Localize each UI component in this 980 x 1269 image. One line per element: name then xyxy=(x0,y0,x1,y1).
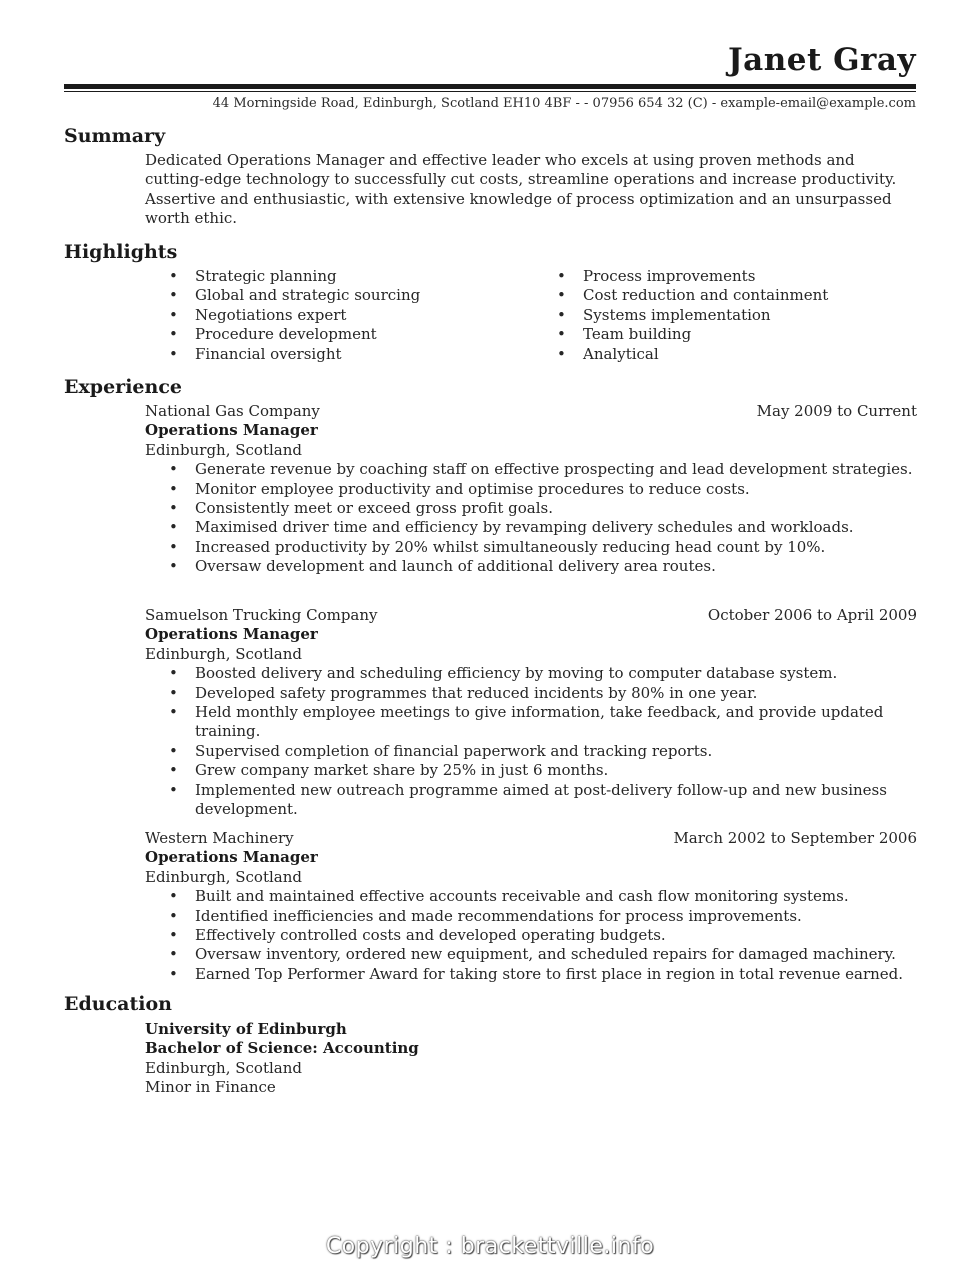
minor: Minor in Finance xyxy=(145,1078,276,1097)
header-rule-thin xyxy=(64,91,916,92)
school-name: University of Edinburgh xyxy=(145,1020,347,1038)
bullet-icon: • xyxy=(169,557,178,576)
education-section xyxy=(145,1020,917,1098)
highlight-item: • Financial oversight xyxy=(169,344,342,363)
highlights-heading: Highlights xyxy=(64,241,178,263)
job-bullet: • Increased productivity by 20% whilst simultaneously reducing head count by 10%. xyxy=(169,537,826,556)
bullet-icon: • xyxy=(169,683,178,702)
job-bullet: • Grew company market share by 25% in just 6 months. xyxy=(169,761,609,780)
summary-text: Dedicated Operations Manager and effective leader who excels at using proven methods and cutting-edge technology to successfully cut costs, streamline operations and increase productivity. Assertive and enthusiastic, with extensive knowledge of process optimization and an unsurpassed worth ethic. xyxy=(145,151,897,228)
bullet-icon: • xyxy=(169,945,178,964)
job-bullet: • Monitor employee productivity and optimise procedures to reduce costs. xyxy=(169,479,750,498)
bullet-icon: • xyxy=(169,761,178,780)
job-bullets xyxy=(145,460,917,576)
job-bullets xyxy=(145,887,917,984)
bullet-icon: • xyxy=(169,703,178,722)
bullet-icon: • xyxy=(169,537,178,556)
bullet-icon: • xyxy=(169,887,178,906)
bullet-icon: • xyxy=(557,267,566,285)
highlights-left-list xyxy=(145,267,420,364)
degree-line: Bachelor of Science: Accounting xyxy=(145,1039,419,1058)
bullet-icon: • xyxy=(169,499,178,518)
job-entry xyxy=(145,402,917,577)
degree: Bachelor of Science xyxy=(145,1039,313,1058)
job-bullet: • Developed safety programmes that reduced incidents by 80% in one year. xyxy=(169,683,758,702)
bullet-icon: • xyxy=(169,906,178,925)
job-company: Western Machinery xyxy=(145,829,294,847)
highlights-right-list xyxy=(533,267,828,364)
job-bullet: • Effectively controlled costs and developed operating budgets. xyxy=(169,926,666,945)
candidate-name: Janet Gray xyxy=(727,42,916,78)
bullet-icon: • xyxy=(169,479,178,498)
job-bullet: • Oversaw development and launch of additional delivery area routes. xyxy=(169,557,716,576)
major: Accounting xyxy=(323,1039,419,1058)
job-location: Edinburgh, Scotland xyxy=(145,644,302,663)
job-header xyxy=(145,829,917,848)
bullet-icon: • xyxy=(169,305,178,324)
job-bullet: • Oversaw inventory, ordered new equipment, and scheduled repairs for damaged machinery. xyxy=(169,945,896,964)
highlight-item: • Team building xyxy=(557,325,692,344)
job-entry xyxy=(145,606,917,819)
highlight-item: • Global and strategic sourcing xyxy=(169,286,421,305)
highlight-item: • Systems implementation xyxy=(557,305,771,324)
education-heading: Education xyxy=(64,993,172,1015)
job-bullet: • Held monthly employee meetings to give information, take feedback, and provide updated training. xyxy=(169,703,884,741)
job-company: Samuelson Trucking Company xyxy=(145,606,378,624)
job-bullet: • Generate revenue by coaching staff on effective prospecting and lead development strategies. xyxy=(169,460,913,479)
bullet-icon: • xyxy=(169,664,178,683)
job-bullet: • Identified inefficiencies and made recommendations for process improvements. xyxy=(169,906,802,925)
bullet-icon: • xyxy=(169,460,178,479)
job-location: Edinburgh, Scotland xyxy=(145,440,302,459)
job-bullet: • Consistently meet or exceed gross profit goals. xyxy=(169,499,554,518)
job-header xyxy=(145,402,917,421)
job-bullet: • Boosted delivery and scheduling efficiency by moving to computer database system. xyxy=(169,664,838,683)
watermark: Copyright : brackettville.info xyxy=(325,1234,655,1259)
bullet-icon: • xyxy=(169,267,178,285)
summary-heading: Summary xyxy=(64,125,166,147)
experience-heading: Experience xyxy=(64,376,182,398)
bullet-icon: • xyxy=(169,518,178,537)
job-dates: May 2009 to Current xyxy=(756,402,917,420)
job-dates: October 2006 to April 2009 xyxy=(707,606,917,624)
bullet-icon: • xyxy=(169,964,178,983)
highlight-item: • Process improvements xyxy=(557,267,756,285)
job-bullet: • Built and maintained effective accounts receivable and cash flow monitoring systems. xyxy=(169,887,849,906)
bullet-icon: • xyxy=(169,926,178,945)
highlight-item: • Negotiations expert xyxy=(169,305,347,324)
header-rule-thick xyxy=(64,84,916,89)
job-bullet: • Supervised completion of financial paperwork and tracking reports. xyxy=(169,741,713,760)
job-bullets xyxy=(145,664,917,819)
highlight-item: • Cost reduction and containment xyxy=(557,286,829,305)
bullet-icon: • xyxy=(557,286,566,305)
bullet-icon: • xyxy=(169,286,178,305)
job-company: National Gas Company xyxy=(145,402,320,420)
education-location: Edinburgh, Scotland xyxy=(145,1058,302,1077)
highlight-item: • Strategic planning xyxy=(169,267,337,285)
bullet-icon: • xyxy=(169,325,178,344)
job-bullet: • Earned Top Performer Award for taking store to first place in region in total revenue earned. xyxy=(169,964,904,983)
job-title: Operations Manager xyxy=(145,848,318,867)
job-dates: March 2002 to September 2006 xyxy=(673,829,917,847)
job-bullet: • Implemented new outreach programme aimed at post-delivery follow-up and new business development. xyxy=(169,780,887,819)
highlight-item: • Analytical xyxy=(557,344,659,363)
job-entry xyxy=(145,829,917,984)
job-title: Operations Manager xyxy=(145,625,318,644)
bullet-icon: • xyxy=(169,741,178,760)
highlights-section xyxy=(145,267,917,367)
bullet-icon: • xyxy=(557,305,566,324)
job-location: Edinburgh, Scotland xyxy=(145,867,302,886)
highlight-item: • Procedure development xyxy=(169,325,377,344)
bullet-icon: • xyxy=(557,344,566,363)
job-bullet: • Maximised driver time and efficiency by revamping delivery schedules and workloads. xyxy=(169,518,854,537)
job-header xyxy=(145,606,917,625)
bullet-icon: • xyxy=(557,325,566,344)
bullet-icon: • xyxy=(169,780,178,799)
contact-line: 44 Morningside Road, Edinburgh, Scotland EH10 4BF - - 07956 654 32 (C) - example-email@example.com xyxy=(212,96,916,111)
job-title: Operations Manager xyxy=(145,421,318,440)
bullet-icon: • xyxy=(169,344,178,363)
summary-section xyxy=(145,151,917,229)
